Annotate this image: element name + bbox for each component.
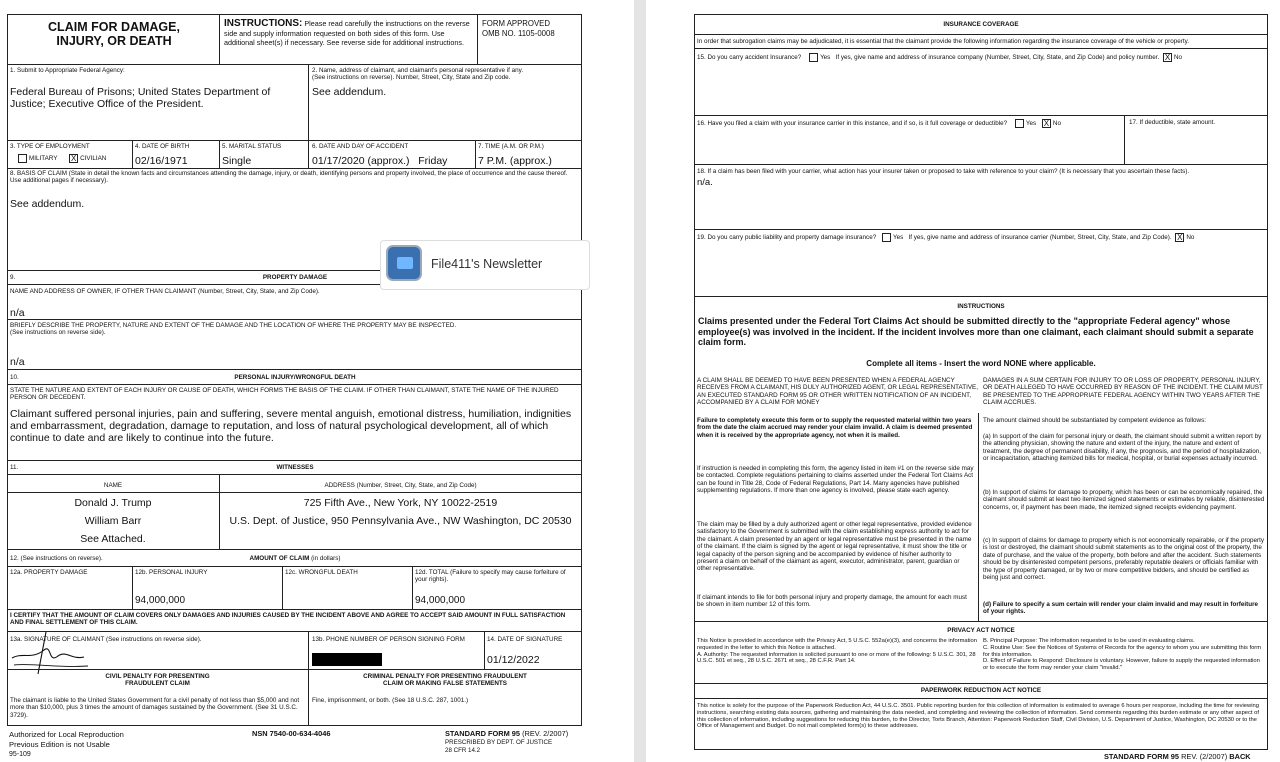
question-16: 16. Have you filed a claim with your insurance carrier in this instance, and if so, is it full coverage or deductible? Yes X No xyxy=(697,119,1061,128)
witness-address-header: ADDRESS (Number, Street, City, State, and Zip Code) xyxy=(324,482,477,489)
presentation-paragraph-b: DAMAGES IN A SUM CERTAIN FOR INJURY TO OR LOSS OF PROPERTY, PERSONAL INJURY, OR DEATH ALLEGED TO HAVE OCCURRED BY REASON OF THE INCIDENT. THE CLAIM MUST BE PRESENTED TO THE APPROPRIATE FEDERAL AGENCY WITHIN TWO YEARS AFTER THE CLAIM ACCRUES. xyxy=(983,377,1263,407)
insurance-intro: In order that subrogation claims may be adjudicated, it is essential that the claimant provide the following information regarding the insurance coverage of the vehicle or property. xyxy=(697,38,1190,45)
section-9-number: 9. xyxy=(10,274,16,281)
field-5-value[interactable]: Single xyxy=(222,155,252,167)
field-4-value[interactable]: 02/16/1971 xyxy=(135,155,188,167)
form-front-page xyxy=(0,0,634,762)
evidence-d: (d) Failure to specify a sum certain will render your claim invalid and may result in forfeiture of your rights. xyxy=(983,601,1259,616)
instruction-agent: The claim may be filled by a duly authorized agent or other legal representative, provided evidence satisfactory to the Government is submitted with the claim establishing express authority to act for the claimant. A claim presented by an agent or legal representative must be presented in the name of the claimant. If the claim is signed by the agent or legal representative, it must show the title or legal capacity of the person signing and be accompanied by evidence of his/her authority to present a claim on behalf of the claimant as agent, executor, administrator, parent, guardian or other representative. xyxy=(697,521,972,573)
paperwork-notice: This notice is solely for the purpose of the Paperwork Reduction Act, 44 U.S.C. 3501. Public reporting burden for this collection of information is estimated to average 6 hours per response, including the time for reviewing instructions, searching existing data sources, gathering and maintaining the data needed, and completing and reviewing the collection of information. Send comments regarding this burden estimate or any other aspect of this collection of information, including suggestions for reducing this burden, to the Director, Torts Branch, Attention: Paperwork Reduction Staff, Civil Division, U.S. Department of Justice, Washington, DC 20530 or to the Office of Management and Budget. Do not mail completed form(s) to these addresses. xyxy=(697,703,1259,730)
certification-statement: I CERTIFY THAT THE AMOUNT OF CLAIM COVERS ONLY DAMAGES AND INJURIES CAUSED BY THE INCIDENT ABOVE AND AGREE TO ACCEPT SAID AMOUNT IN FULL SATISFACTION AND FINAL SETTLEMENT OF THIS CLAIM. xyxy=(10,612,566,627)
q19-no-checkbox[interactable]: X xyxy=(1177,233,1183,242)
employment-options: MILITARY X CIVILIAN xyxy=(16,154,106,163)
injury-label: STATE THE NATURE AND EXTENT OF EACH INJURY OR CAUSE OF DEATH, WHICH FORMS THE BASIS OF THE CLAIM. IF OTHER THAN CLAIMANT, STATE THE NAME OF THE INJURED PERSON OR DECEDENT. xyxy=(10,387,559,402)
field-5-label: 5. MARITAL STATUS xyxy=(222,143,282,150)
civil-penalty-heading: CIVIL PENALTY FOR PRESENTING FRAUDULENT CLAIM xyxy=(105,673,210,688)
field-14-label: 14. DATE OF SIGNATURE xyxy=(487,636,563,643)
field-14-value[interactable]: 01/12/2022 xyxy=(487,654,540,666)
footer-form-number: 95-109 xyxy=(9,751,31,758)
field-12d-label: 12d. TOTAL (Failure to specify may cause forfeiture of your rights). xyxy=(415,569,566,584)
instructions-heading: INSTRUCTIONS xyxy=(957,303,1005,310)
military-checkbox[interactable] xyxy=(18,154,27,163)
amount-of-claim-heading: AMOUNT OF CLAIM (in dollars) xyxy=(249,555,341,562)
form-title: CLAIM FOR DAMAGE, INJURY, OR DEATH xyxy=(48,20,180,48)
field-8-value[interactable]: See addendum. xyxy=(10,198,85,210)
field-12b-label: 12b. PERSONAL INJURY xyxy=(135,569,208,576)
insurance-coverage-heading: INSURANCE COVERAGE xyxy=(943,21,1019,28)
section-11-number: 11. xyxy=(10,464,19,471)
field-12-label: 12. (See instructions on reverse). xyxy=(10,555,103,562)
instruction-agency: If instruction is needed in completing this form, the agency listed in item #1 on the reverse side may be contacted. Complete regulations pertaining to claims asserted under the Federal Tort Claims Act can be found in Title 28, Code of Federal Regulations, Part 14. Many agencies have published supplementing regulations. If more than one agency is involved, please state each agency. xyxy=(697,465,974,495)
field-13a-label: 13a. SIGNATURE OF CLAIMANT (See instructions on reverse side). xyxy=(10,636,202,643)
newsletter-title: File411's Newsletter xyxy=(431,257,543,271)
paperwork-heading: PAPERWORK REDUCTION ACT NOTICE xyxy=(920,687,1042,694)
civil-penalty-text: The claimant is liable to the United States Government for a civil penalty of not less than $5,000 and not more than $10,000, plus 3 times the amount of damages sustained by the Government. (See 31 U.S.C. 3729). xyxy=(10,697,300,719)
owner-value[interactable]: n/a xyxy=(10,307,25,319)
q15-yes-checkbox[interactable] xyxy=(809,53,818,62)
witness-name[interactable]: William Barr xyxy=(84,515,142,527)
redacted-phone xyxy=(312,653,382,666)
footer-standard-form: STANDARD FORM 95 (REV. 2/2007) xyxy=(445,729,569,738)
section-10-number: 10. xyxy=(10,374,19,381)
field-6-label: 6. DATE AND DAY OF ACCIDENT xyxy=(312,143,409,150)
witness-name[interactable]: Donald J. Trump xyxy=(74,497,152,509)
footer-reproduction-note: Authorized for Local Reproduction Previous Edition is not Usable xyxy=(9,730,124,749)
field-8-label: 8. BASIS OF CLAIM (State in detail the known facts and circumstances attending the damage, injury, or death, identifying persons and property involved, the place of occurrence and the cause thereof. Use additional pages if necessary). xyxy=(10,170,568,185)
footer-nsn: NSN 7540-00-634-4046 xyxy=(252,729,331,738)
evidence-c: (c) In support of claims for damage to property which is not economically repairable, or if the property is lost or destroyed, the claimant should submit statements as to the original cost of the property, the date of purchase, and the value of the property, both before and after the accident. Such statements should be by disinterested competent persons, preferably reputable dealers or officials familiar with the type of property damaged, or by two or more competitive bidders, and should be certified as being just and correct. xyxy=(983,537,1265,582)
newsletter-banner[interactable] xyxy=(380,240,590,290)
field-7-label: 7. TIME (A.M. OR P.M.) xyxy=(478,143,544,150)
instructions-header: INSTRUCTIONS: Please read carefully the instructions on the reverse side and supply information requested on both sides of this form. Use additional sheet(s) if necessary. See reverse side for additional instructions. xyxy=(224,18,470,47)
witness-name[interactable]: See Attached. xyxy=(80,533,146,545)
form-back-page xyxy=(646,0,1280,762)
question-19: 19. Do you carry public liability and property damage insurance? Yes If yes, give name and address of insurance carrier (Number, Street, City, State, and Zip Code). X No xyxy=(697,233,1195,242)
footer-prescribed: PRESCRIBED BY DEPT. OF JUSTICE 28 CFR 14.2 xyxy=(445,739,553,754)
presentation-paragraph-a: A CLAIM SHALL BE DEEMED TO HAVE BEEN PRESENTED WHEN A FEDERAL AGENCY RECEIVES FROM A CLAIMANT, HIS DULY AUTHORIZED AGENT, OR LEGAL REPRESENTATIVE, AN EXECUTED STANDARD FORM 95 OR OTHER WRITTEN NOTIFICATION OF AN INCIDENT, ACCOMPANIED BY A CLAIM FOR MONEY xyxy=(697,377,978,407)
instruction-both: If claimant intends to file for both personal injury and property damage, the amount for each must be shown in item number 12 of this form. xyxy=(697,594,967,609)
newsletter-app-icon xyxy=(386,245,422,281)
injury-value[interactable]: Claimant suffered personal injuries, pain and suffering, severe mental anguish, emotional distress, humiliation, indignities and embarrassment, degradation, damage to reputation, and loss of natural psychological development, all of which continue to date and are likely to continue into the future. xyxy=(10,408,572,445)
instructions-lead: Claims presented under the Federal Tort Claims Act should be submitted directly to the "appropriate Federal agency" whose employee(s) was involved in the incident. If the incident involves more than one claimant, each claimant should submit a separate claim form. xyxy=(698,316,1254,348)
field-2-label: 2. Name, address of claimant, and claimant's personal representative if any. (See instructions on reverse). Number, Street, City, State and Zip code. xyxy=(312,67,524,82)
q15-no-checkbox[interactable]: X xyxy=(1164,53,1171,62)
field-4-label: 4. DATE OF BIRTH xyxy=(135,143,190,150)
field-1-label: 1. Submit to Appropriate Federal Agency: xyxy=(10,67,125,74)
question-18-value[interactable]: n/a. xyxy=(697,177,713,188)
q19-yes-checkbox[interactable] xyxy=(882,233,891,242)
privacy-act-right: B. Principal Purpose: The information requested is to be used in evaluating claims. C. Routine Use: See the Notices of Systems of Records for the agency to whom you are submitting this form for this information. D. Effect of Failure to Respond: Disclosure is voluntary. However, failure to supply the requested information or to execute the form may render your claim "invalid." xyxy=(983,638,1262,672)
question-17: 17. If deductible, state amount. xyxy=(1129,119,1216,126)
privacy-act-left: This Notice is provided in accordance with the Privacy Act, 5 U.S.C. 552a(e)(3), and concerns the information requested in the letter to which this Notice is attached. A. Authority: The requested information is solicited pursuant to one or more of the following: 5 U.S.C. 301, 28 U.S.C. 501 et seq., 28 U.S.C. 2671 et seq., 28 C.F.R. Part 14. xyxy=(697,638,977,665)
witnesses-heading: WITNESSES xyxy=(276,464,314,471)
evidence-a: (a) In support of the claim for personal injury or death, the claimant should submit a written report by the attending physician, showing the nature and extent of the injury, the nature and extent of treatment, the degree of permanent disability, if any, the prognosis, and the period of hospitalization, or incapacitation, attaching itemized bills for medical, hospital, or burial expenses actually incurred. xyxy=(983,433,1262,463)
complete-all-items: Complete all items - Insert the word NONE where applicable. xyxy=(866,359,1096,368)
field-2-value[interactable]: See addendum. xyxy=(312,86,387,98)
property-damage-heading: PROPERTY DAMAGE xyxy=(262,274,328,281)
criminal-penalty-text: Fine, imprisonment, or both. (See 18 U.S.C. 287, 1001.) xyxy=(312,697,469,704)
field-12c-label: 12c. WRONGFUL DEATH xyxy=(285,569,358,576)
civilian-checkbox[interactable]: X xyxy=(70,154,77,163)
field-12b-value[interactable]: 94,000,000 xyxy=(135,595,186,606)
form-approved: FORM APPROVED OMB NO. 1105-0008 xyxy=(482,19,555,38)
question-18: 18. If a claim has been filed with your carrier, what action has your insurer taken or proposed to take with reference to your claim? (It is necessary that you ascertain these facts). xyxy=(697,168,1190,175)
page-gutter xyxy=(634,0,646,762)
field-1-value[interactable]: Federal Bureau of Prisons; United States Department of Justice; Executive Office of the President. xyxy=(10,86,271,111)
q16-no-checkbox[interactable]: X xyxy=(1043,119,1050,128)
criminal-penalty-heading: CRIMINAL PENALTY FOR PRESENTING FRAUDULENT CLAIM OR MAKING FALSE STATEMENTS xyxy=(363,673,527,688)
field-3-label: 3. TYPE OF EMPLOYMENT xyxy=(10,143,90,150)
field-12d-value[interactable]: 94,000,000 xyxy=(415,595,466,606)
evidence-b: (b) In support of claims for damage to property, which has been or can be economically repaired, the claimant should submit at least two itemized signed statements or estimates by reliable, disinterested concerns, or, if payment has been made, the itemized signed receipts evidencing payment. xyxy=(983,489,1265,511)
property-description-value[interactable]: n/a xyxy=(10,356,25,368)
q16-yes-checkbox[interactable] xyxy=(1015,119,1024,128)
field-6-value[interactable]: 01/17/2020 (approx.) Friday xyxy=(312,155,448,167)
field-12a-label: 12a. PROPERTY DAMAGE xyxy=(10,569,88,576)
instruction-failure: Failure to completely execute this form or to supply the requested material within two years from the date the claim accrued may render your claim invalid. A claim is deemed presented when it is received by the appropriate agency, not when it is mailed. xyxy=(697,417,973,439)
witness-name-header: NAME xyxy=(103,482,123,489)
evidence-intro: The amount claimed should be substantiated by competent evidence as follows: xyxy=(983,417,1206,424)
property-description-label: BRIEFLY DESCRIBE THE PROPERTY, NATURE AND EXTENT OF THE DAMAGE AND THE LOCATION OF WHERE THE PROPERTY MAY BE INSPECTED. (See instructions on reverse side). xyxy=(10,322,457,337)
field-7-value[interactable]: 7 P.M. (approx.) xyxy=(478,155,552,167)
owner-label: NAME AND ADDRESS OF OWNER, IF OTHER THAN CLAIMANT (Number, Street, City, State, and Zip Code). xyxy=(10,288,320,295)
back-footer: STANDARD FORM 95 REV. (2/2007) BACK xyxy=(1104,752,1251,761)
privacy-act-heading: PRIVACY ACT NOTICE xyxy=(947,627,1015,634)
personal-injury-heading: PERSONAL INJURY/WRONGFUL DEATH xyxy=(234,374,356,381)
question-15: 15. Do you carry accident Insurance? Yes If yes, give name and address of insurance company (Number, Street, City, State, and Zip Code) and policy number. X No xyxy=(697,53,1183,62)
witness-address[interactable]: U.S. Dept. of Justice, 950 Pennsylvania Ave., NW Washington, DC 20530 xyxy=(229,515,572,527)
witness-address[interactable]: 725 Fifth Ave., New York, NY 10022-2519 xyxy=(303,497,498,509)
field-13b-label: 13b. PHONE NUMBER OF PERSON SIGNING FORM xyxy=(312,636,465,643)
